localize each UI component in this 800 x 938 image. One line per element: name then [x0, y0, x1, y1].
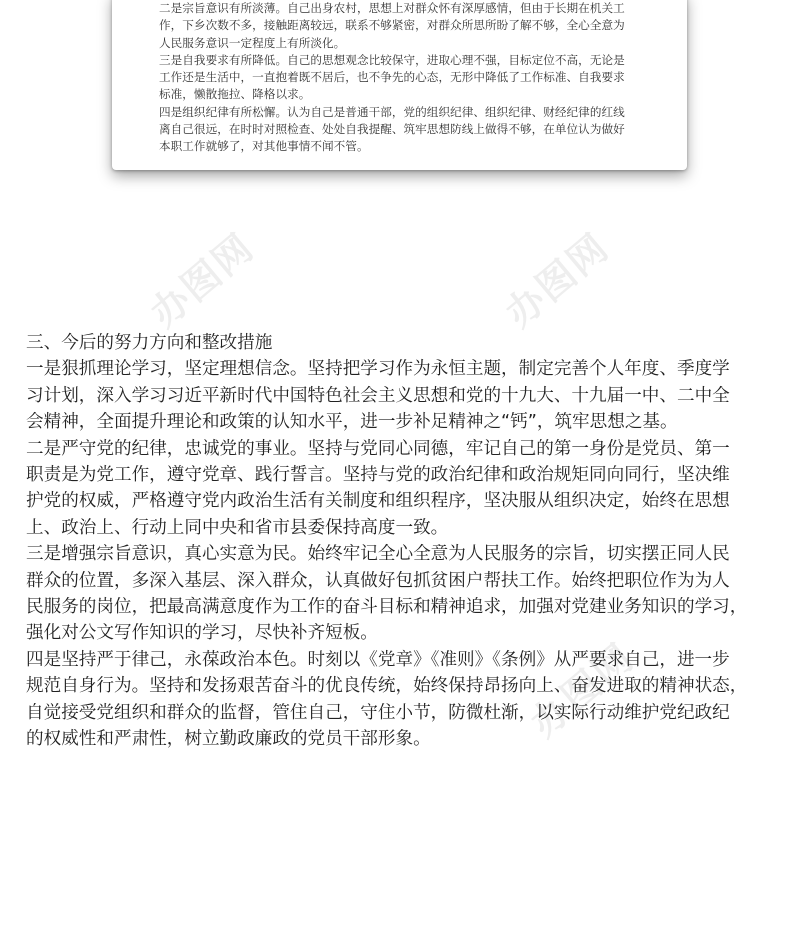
section-heading: 三、今后的努力方向和整改措施: [26, 333, 273, 353]
preview-line: 标准，懒散拖拉、降格以求。: [159, 87, 311, 102]
preview-text-block: [159, 0, 655, 156]
preview-line: 四是组织纪律有所松懈。认为自己是普通干部，党的组织纪律、组织纪律、财经纪律的红线: [159, 104, 625, 119]
body-line: 群众的位置，多深入基层、深入群众，认真做好包抓贫困户帮扶工作。始终把职位作为为人: [26, 570, 730, 591]
body-line: 职责是为党工作，遵守党章、践行誓言。坚持与党的政治纪律和政治规矩同向同行，坚决维: [26, 465, 730, 486]
body-line: 会精神，全面提升理论和政策的认知水平，进一步补足精神之“钙”，筑牢思想之基。: [26, 412, 678, 433]
body-line: 四是坚持严于律己，永葆政治本色。时刻以《党章》《准则》《条例》从严要求自己，进一步: [26, 649, 730, 670]
body-line: 护党的权威，严格遵守党内政治生活有关制度和组织程序，坚决服从组织决定，始终在思想: [26, 491, 730, 512]
preview-line: 三是自我要求有所降低。自己的思想观念比较保守，进取心理不强，目标定位不高，无论是: [159, 52, 625, 67]
body-line: 规范自身行为。坚持和发扬艰苦奋斗的优良传统，始终保持昂扬向上、奋发进取的精神状态，: [26, 676, 748, 697]
preview-line: 人民服务意识一定程度上有所淡化。: [159, 35, 346, 50]
watermark: 办图网: [522, 634, 643, 746]
document-body: [26, 330, 778, 753]
body-line: 强化对公文写作知识的学习，尽快补齐短板。: [26, 623, 378, 644]
body-line: 一是狠抓理论学习，坚定理想信念。坚持把学习作为永恒主题，制定完善个人年度、季度学: [26, 359, 730, 380]
body-line: 二是严守党的纪律，忠诚党的事业。坚持与党同心同德，牢记自己的第一身份是党员、第一: [26, 438, 730, 459]
body-line: 习计划，深入学习习近平新时代中国特色社会主义思想和党的十九大、十九届一中、二中全: [26, 385, 730, 406]
body-line: 上、政治上、行动上同中央和省市县委保持高度一致。: [26, 517, 449, 538]
body-line: 自觉接受党组织和群众的监督，管住自己，守住小节，防微杜渐，以实际行动维护党纪政纪: [26, 702, 730, 723]
body-line: 民服务的岗位，把最高满意度作为工作的奋斗目标和精神追求，加强对党建业务知识的学习，: [26, 597, 748, 618]
preview-line: 本职工作就够了，对其他事情不闻不管。: [159, 139, 369, 154]
document-preview-card: [112, 0, 687, 170]
preview-line: 作，下乡次数不多，接触距离较远，联系不够紧密，对群众所思所盼了解不够，全心全意为: [159, 18, 625, 33]
preview-line: 离自己很远，在时时对照检查、处处自我提醒、筑牢思想防线上做得不够，在单位认为做好: [159, 122, 625, 137]
preview-line: 工作还是生活中，一直抱着既不居后，也不争先的心态，无形中降低了工作标准、自我要求: [159, 70, 625, 85]
watermark: 办图网: [142, 224, 263, 336]
watermark: 办图网: [497, 224, 618, 336]
body-line: 三是增强宗旨意识，真心实意为民。始终牢记全心全意为人民服务的宗旨，切实摆正同人民: [26, 544, 730, 565]
preview-line: 二是宗旨意识有所淡薄。自己出身农村，思想上对群众怀有深厚感情，但由于长期在机关工: [159, 1, 625, 15]
body-line: 的权威性和严肃性，树立勤政廉政的党员干部形象。: [26, 729, 431, 750]
